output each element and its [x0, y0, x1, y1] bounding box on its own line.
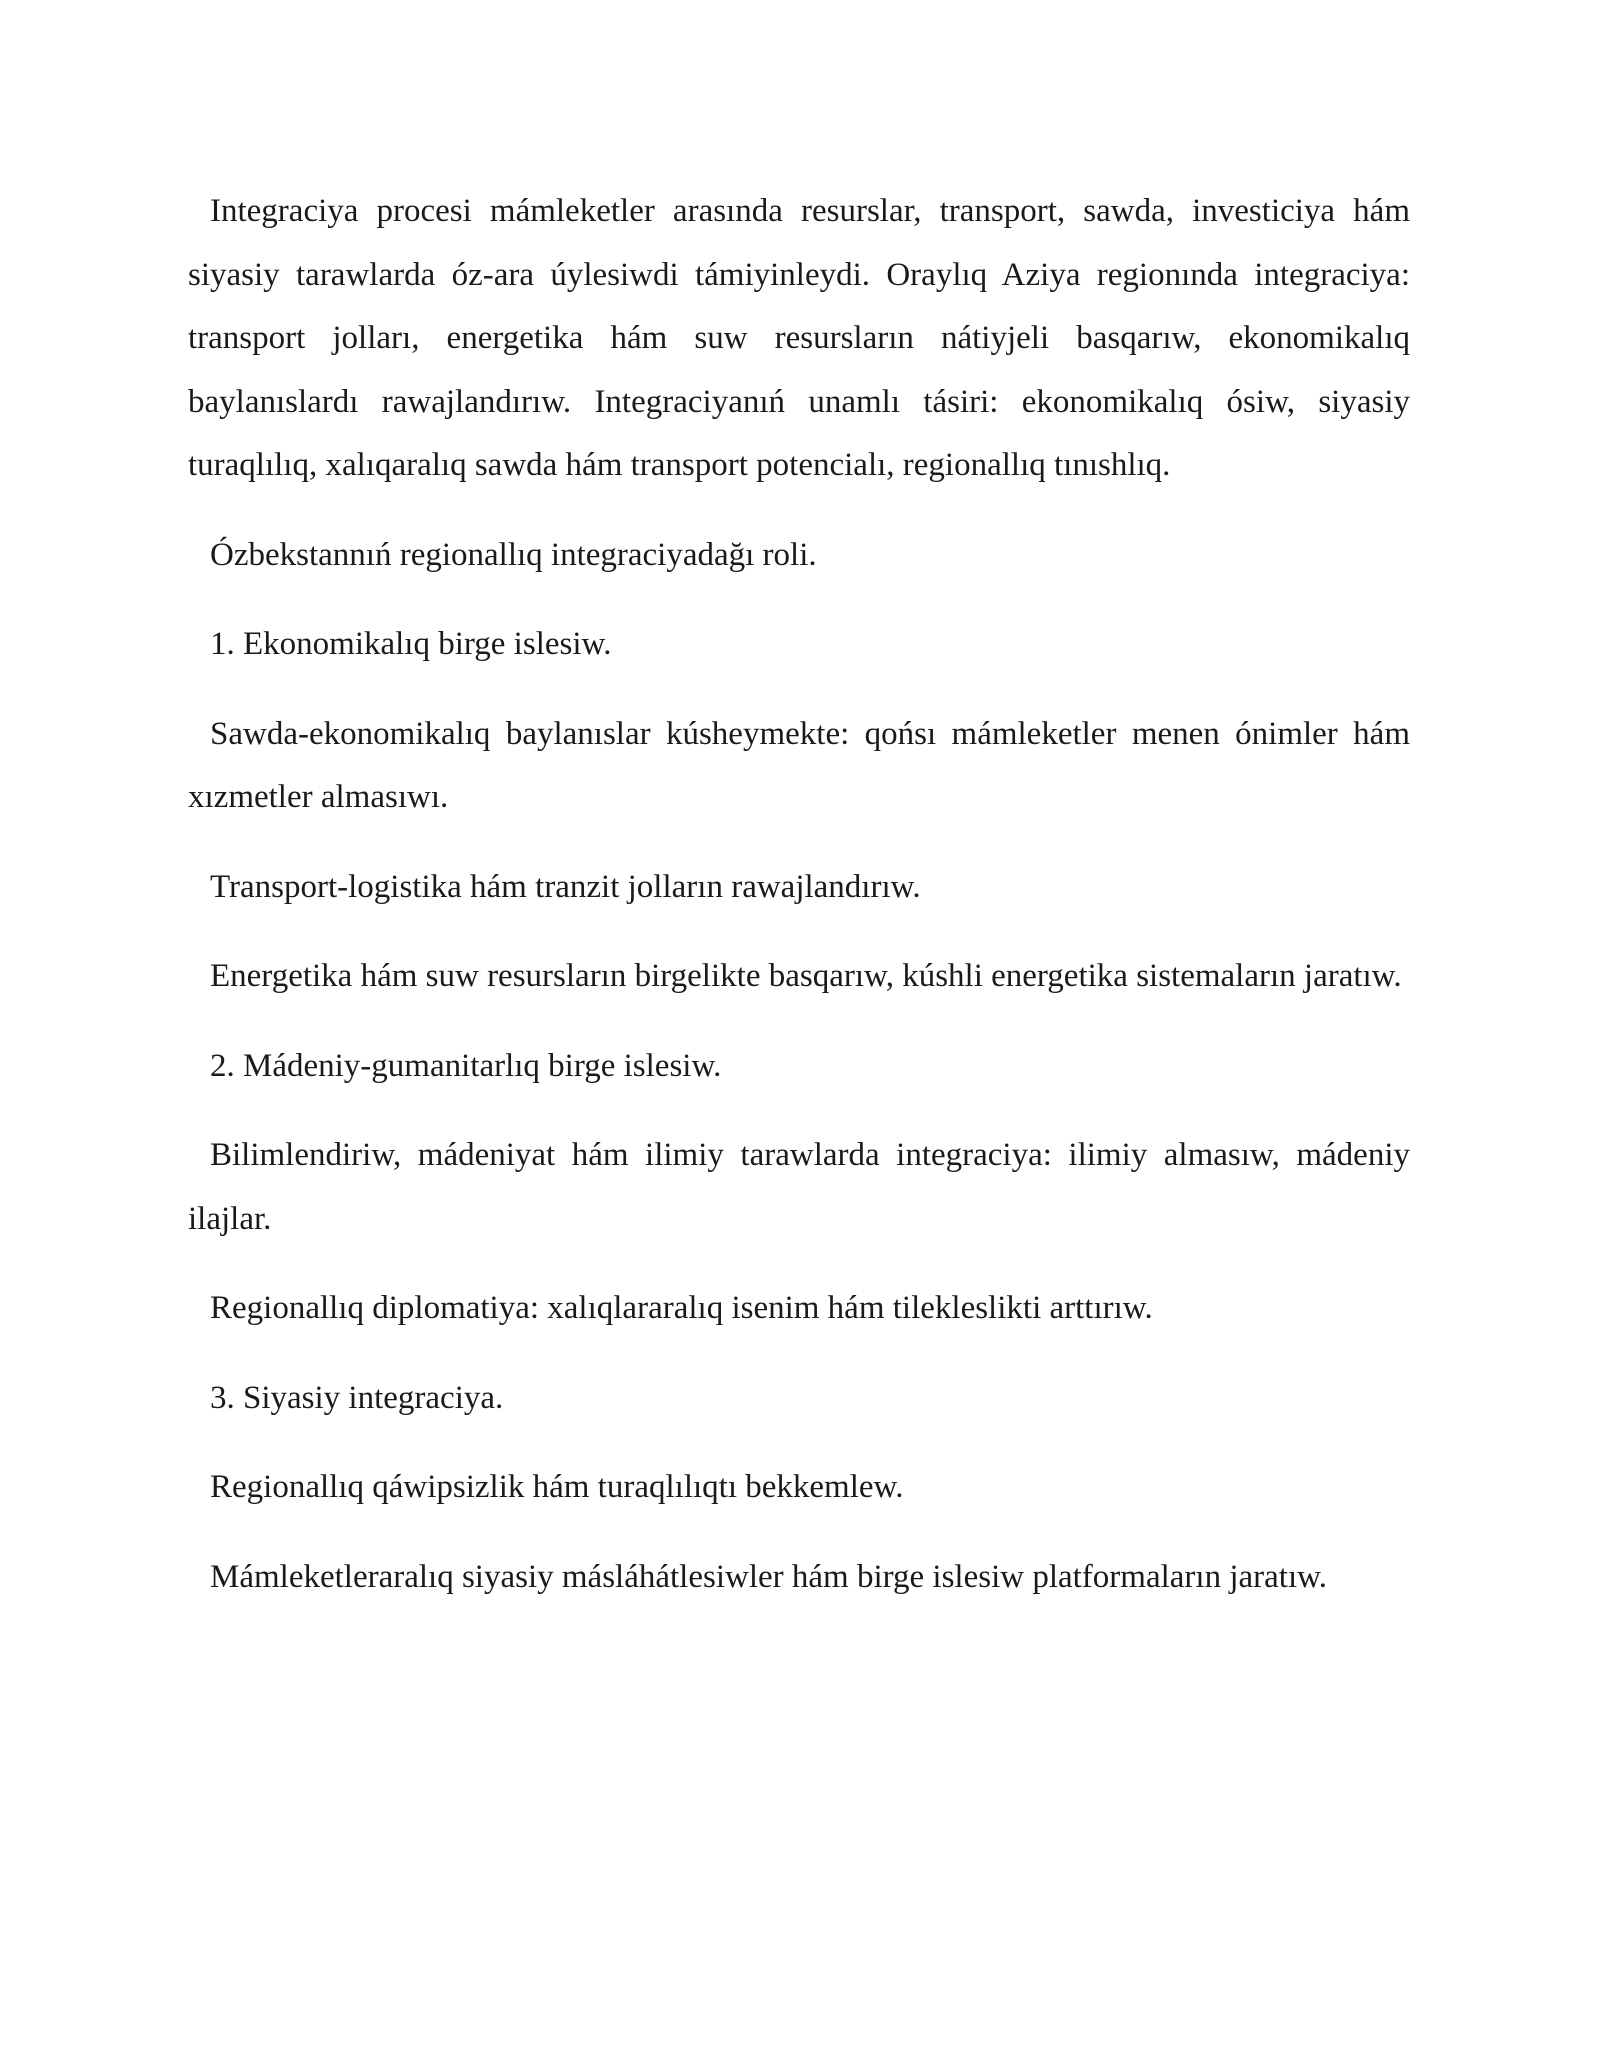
paragraph-transport-logistics: Transport-logistika hám tranzit jolların rawajlandırıw.: [210, 868, 921, 905]
paragraph-regional-diplomacy: Regionallıq diplomatiya: xalıqlararalıq isenim hám tilekleslikti arttırıw.: [210, 1290, 1153, 1326]
paragraph-regional-security: Regionallıq qáwipsizlik hám turaqlılıqtı bekkemlew.: [210, 1469, 904, 1505]
paragraph-energy-water: Energetika hám suw resursların birgelikte basqarıw, kúshli energetika sistemaların jaratıw.: [210, 958, 1402, 994]
paragraph-education-culture: Bilimlendiriw, mádeniyat hám ilimiy tarawlarda integraciya: ilimiy almasıw, mádeniy ilajlar.: [188, 1137, 1410, 1237]
paragraph-uzbekistan-role-heading: Ózbekstannıń regionallıq integraciyadağı roli.: [210, 536, 817, 573]
paragraph-integration-process: Integraciya procesi mámleketler arasında resurslar, transport, sawda, investiciya hám siyasiy tarawlarda óz-ara úylesiwdi támiyinleydi. Oraylıq Aziya regionında integraciya: transport jolları, energetika hám suw resursların nátiyjeli basqarıw, ekonomikalıq baylanıslardı rawajlandırıw. Integraciyanıń unamlı tásiri: ekonomikalıq ósiw, siyasiy turaqlılıq, xalıqaralıq sawda hám transport potencialı, regionallıq tınıshlıq.: [188, 193, 1410, 483]
section-heading-political: 3. Siyasiy integraciya.: [210, 1379, 504, 1416]
paragraph-political-consultations: Mámleketleraralıq siyasiy másláhátlesiwler hám birge islesiw platformaların jaratıw.: [210, 1558, 1328, 1595]
paragraph-trade-relations: Sawda-ekonomikalıq baylanıslar kúsheymekte: qońsı mámleketler menen ónimler hám xızmetler almasıwı.: [188, 715, 1410, 815]
section-heading-economic: 1. Ekonomikalıq birge islesiw.: [210, 626, 612, 662]
document-body: [188, 180, 1410, 1609]
section-heading-cultural: 2. Mádeniy-gumanitarlıq birge islesiw.: [210, 1047, 722, 1084]
